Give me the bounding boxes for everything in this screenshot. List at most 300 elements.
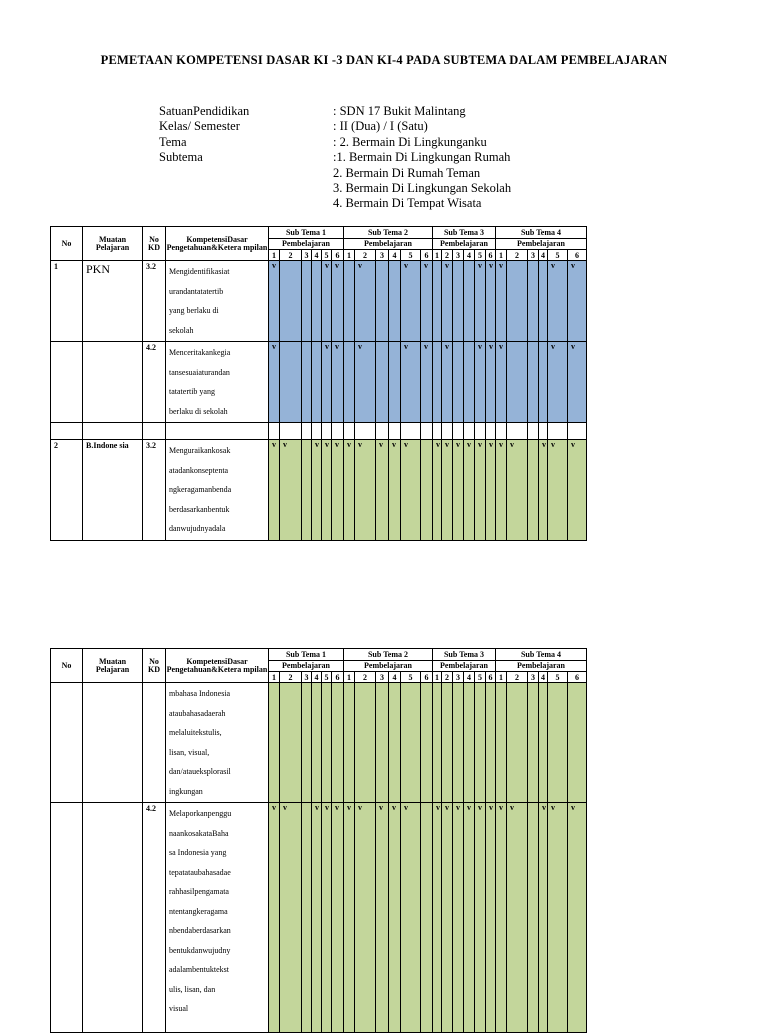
header-lesson-number: 3 [528, 250, 539, 261]
row-no: 1 [51, 261, 83, 342]
lesson-cell [507, 683, 528, 803]
header-pembelajaran: Pembelajaran [344, 661, 433, 672]
lesson-cell [475, 683, 486, 803]
header-lesson-number: 5 [401, 250, 421, 261]
header-lesson-number: 6 [568, 250, 587, 261]
lesson-cell [528, 803, 539, 1033]
info-value: : 2. Bermain Di Lingkunganku [333, 134, 487, 149]
header-lesson-number: 4 [312, 672, 322, 683]
spacer-cell [507, 423, 528, 440]
row-muatan [83, 803, 143, 1033]
lesson-cell [453, 261, 464, 342]
lesson-cell: v [355, 803, 376, 1033]
spacer-cell [376, 423, 389, 440]
lesson-cell: v [507, 803, 528, 1033]
lesson-cell: v [486, 440, 496, 541]
lesson-cell: v [442, 440, 453, 541]
header-lesson-number: 5 [548, 672, 568, 683]
lesson-cell [269, 683, 280, 803]
lesson-cell [539, 342, 548, 423]
lesson-cell: v [355, 342, 376, 423]
spacer-cell [143, 423, 166, 440]
lesson-cell [280, 683, 302, 803]
info-label [159, 181, 333, 196]
header-lesson-number: 6 [486, 250, 496, 261]
kd-line: danwujudnyadala [169, 524, 226, 533]
header-lesson-number: 5 [475, 250, 486, 261]
spacer-cell [421, 423, 433, 440]
lesson-cell [355, 683, 376, 803]
page-title: PEMETAAN KOMPETENSI DASAR KI -3 DAN KI-4 PADA SUBTEMA DALAM PEMBELAJARAN [100, 53, 668, 67]
kd-line: sekolah [169, 325, 194, 335]
spacer-cell [496, 423, 507, 440]
kd-line: dan/ataueksplorasil [169, 767, 231, 776]
header-lesson-number: 5 [401, 672, 421, 683]
kd-line: urandantatatertib [169, 286, 224, 296]
spacer-cell [344, 423, 355, 440]
table-row [51, 440, 587, 541]
info-value: 4. Bermain Di Tempat Wisata [333, 196, 482, 211]
kd-line: tansesuaiaturandan [169, 367, 230, 377]
lesson-cell [528, 440, 539, 541]
kd-line: naankosakataBaha [169, 828, 229, 838]
lesson-cell [376, 683, 389, 803]
kd-line: ntentangkeragama [169, 906, 228, 916]
header-lesson-number: 5 [322, 672, 332, 683]
header-lesson-number: 1 [344, 250, 355, 261]
header-pembelajaran: Pembelajaran [344, 239, 433, 250]
row-no [51, 803, 83, 1033]
info-row [159, 181, 511, 196]
lesson-cell: v [332, 261, 344, 342]
header-lesson-number: 1 [433, 250, 442, 261]
header-lesson-number: 4 [464, 250, 475, 261]
lesson-cell: v [332, 440, 344, 541]
spacer-row [51, 423, 587, 440]
kd-line: rahhasilpengamata [169, 887, 229, 896]
lesson-cell [464, 342, 475, 423]
lesson-cell: v [355, 261, 376, 342]
lesson-cell: v [568, 342, 587, 423]
lesson-cell: v [453, 440, 464, 541]
kd-line: nbendaberdasarkan [169, 926, 231, 935]
spacer-cell [280, 423, 302, 440]
info-row [159, 166, 511, 181]
header-lesson-number: 6 [568, 672, 587, 683]
header-lesson-number: 2 [442, 672, 453, 683]
header-lesson-number: 4 [312, 250, 322, 261]
lesson-cell [421, 803, 433, 1033]
lesson-cell: v [453, 803, 464, 1033]
lesson-cell: v [548, 803, 568, 1033]
lesson-cell: v [475, 342, 486, 423]
lesson-cell: v [442, 261, 453, 342]
lesson-cell [539, 261, 548, 342]
header-lesson-number: 2 [355, 672, 376, 683]
header-lesson-number: 3 [302, 672, 312, 683]
row-kd-description [166, 803, 269, 1033]
spacer-cell [355, 423, 376, 440]
lesson-cell: v [332, 803, 344, 1033]
lesson-cell: v [269, 440, 280, 541]
header-lesson-number: 1 [269, 250, 280, 261]
kd-line: mbahasa Indonesia [169, 689, 231, 698]
header-pembelajaran: Pembelajaran [269, 661, 344, 672]
lesson-cell [280, 261, 302, 342]
lesson-cell [453, 683, 464, 803]
school-info [159, 104, 511, 212]
lesson-cell [568, 683, 587, 803]
table-row [51, 683, 587, 803]
spacer-cell [528, 423, 539, 440]
header-muatan: Muatan Pelajaran [83, 227, 143, 261]
spacer-cell [83, 423, 143, 440]
spacer-cell [486, 423, 496, 440]
info-label: Kelas/ Semester [159, 119, 240, 134]
header-lesson-number: 2 [507, 672, 528, 683]
info-value: 2. Bermain Di Rumah Teman [333, 165, 481, 180]
header-subtema: Sub Tema 4 [496, 227, 587, 239]
row-kd-number: 4.2 [143, 342, 166, 423]
info-row [159, 119, 511, 134]
lesson-cell [302, 440, 312, 541]
spacer-cell [475, 423, 486, 440]
lesson-cell [302, 342, 312, 423]
lesson-cell: v [401, 440, 421, 541]
lesson-cell: v [332, 342, 344, 423]
header-lesson-number: 5 [475, 672, 486, 683]
header-no-kd: No KD [143, 649, 166, 683]
kd-line: Menceritakankegia [169, 348, 231, 357]
lesson-cell [433, 261, 442, 342]
lesson-cell [442, 683, 453, 803]
lesson-cell [280, 342, 302, 423]
spacer-cell [302, 423, 312, 440]
lesson-cell: v [568, 440, 587, 541]
lesson-cell: v [496, 440, 507, 541]
lesson-cell [421, 440, 433, 541]
lesson-cell [486, 683, 496, 803]
header-muatan: Muatan Pelajaran [83, 649, 143, 683]
kd-line: visual [169, 1004, 189, 1013]
lesson-cell: v [568, 803, 587, 1033]
info-row [159, 196, 511, 211]
header-lesson-number: 4 [389, 250, 401, 261]
header-lesson-number: 3 [376, 672, 389, 683]
header-lesson-number: 3 [302, 250, 312, 261]
header-pembelajaran: Pembelajaran [433, 661, 496, 672]
lesson-cell: v [269, 342, 280, 423]
row-muatan [83, 683, 143, 803]
kd-line: ulis, lisan, dan [169, 984, 216, 994]
header-lesson-number: 4 [539, 250, 548, 261]
row-kd-description [166, 261, 269, 342]
lesson-cell [421, 683, 433, 803]
header-subtema: Sub Tema 2 [344, 227, 433, 239]
header-lesson-number: 6 [332, 672, 344, 683]
lesson-cell: v [322, 440, 332, 541]
lesson-cell: v [421, 342, 433, 423]
kd-line: sa Indonesia yang [169, 848, 227, 857]
header-lesson-number: 4 [389, 672, 401, 683]
lesson-cell [389, 342, 401, 423]
row-kd-number: 3.2 [143, 261, 166, 342]
lesson-cell: v [312, 803, 322, 1033]
competency-table-2 [50, 648, 587, 1033]
header-subtema: Sub Tema 3 [433, 227, 496, 239]
info-value: : SDN 17 Bukit Malintang [333, 104, 466, 118]
kd-line: tepatataubahasadae [169, 867, 231, 877]
header-pembelajaran: Pembelajaran [433, 239, 496, 250]
header-pembelajaran: Pembelajaran [496, 239, 587, 250]
lesson-cell [453, 342, 464, 423]
lesson-cell: v [496, 803, 507, 1033]
row-muatan [83, 342, 143, 423]
header-kompetensi-dasar: KompetensiDasar Pengetahuan&Ketera mpilan [166, 649, 269, 683]
lesson-cell: v [464, 440, 475, 541]
header-lesson-number: 6 [421, 672, 433, 683]
lesson-cell: v [442, 342, 453, 423]
info-value: :1. Bermain Di Lingkungan Rumah [333, 150, 511, 165]
kd-line: yang berlaku di [169, 306, 219, 315]
header-lesson-number: 4 [464, 672, 475, 683]
kd-line: adalambentuktekst [169, 965, 229, 974]
row-kd-description [166, 683, 269, 803]
header-lesson-number: 6 [486, 672, 496, 683]
lesson-cell: v [280, 803, 302, 1033]
header-lesson-number: 2 [280, 250, 302, 261]
lesson-cell [496, 683, 507, 803]
spacer-cell [548, 423, 568, 440]
lesson-cell: v [344, 803, 355, 1033]
lesson-cell [376, 261, 389, 342]
lesson-cell [507, 342, 528, 423]
lesson-cell: v [322, 261, 332, 342]
kd-line: melaluitekstulis, [169, 728, 222, 737]
info-value: 3. Bermain Di Lingkungan Sekolah [333, 181, 512, 196]
row-no: 2 [51, 440, 83, 541]
kd-line: Mengidentifikasiat [169, 267, 230, 276]
header-pembelajaran: Pembelajaran [269, 239, 344, 250]
header-lesson-number: 1 [496, 250, 507, 261]
kd-line: Melaporkanpenggu [169, 809, 232, 818]
row-muatan: PKN [83, 261, 143, 342]
lesson-cell [539, 683, 548, 803]
lesson-cell [464, 261, 475, 342]
lesson-cell: v [269, 261, 280, 342]
spacer-cell [401, 423, 421, 440]
spacer-cell [332, 423, 344, 440]
kd-line: berlaku di sekolah [169, 406, 228, 416]
lesson-cell [389, 261, 401, 342]
info-label: Tema [159, 134, 187, 149]
lesson-cell: v [496, 342, 507, 423]
table-row [51, 342, 587, 423]
lesson-cell: v [475, 440, 486, 541]
lesson-cell: v [496, 261, 507, 342]
lesson-cell [389, 683, 401, 803]
spacer-cell [539, 423, 548, 440]
lesson-cell: v [401, 261, 421, 342]
header-lesson-number: 1 [433, 672, 442, 683]
kd-line: tatatertib yang [169, 387, 215, 396]
competency-table-1 [50, 226, 587, 541]
lesson-cell: v [548, 440, 568, 541]
header-lesson-number: 1 [496, 672, 507, 683]
header-subtema: Sub Tema 2 [344, 649, 433, 661]
lesson-cell [344, 261, 355, 342]
header-lesson-number: 2 [507, 250, 528, 261]
spacer-cell [312, 423, 322, 440]
header-no-kd: No KD [143, 227, 166, 261]
lesson-cell: v [376, 803, 389, 1033]
row-no [51, 342, 83, 423]
kd-line: bentukdanwujudny [169, 945, 231, 955]
lesson-cell: v [486, 342, 496, 423]
header-lesson-number: 6 [421, 250, 433, 261]
lesson-cell: v [442, 803, 453, 1033]
lesson-cell: v [312, 440, 322, 541]
table-row [51, 803, 587, 1033]
lesson-cell: v [401, 342, 421, 423]
info-row [159, 104, 511, 119]
spacer-cell [389, 423, 401, 440]
lesson-cell [507, 261, 528, 342]
lesson-cell: v [280, 440, 302, 541]
lesson-cell [528, 342, 539, 423]
kd-line: ingkungan [169, 786, 203, 796]
lesson-cell: v [389, 440, 401, 541]
spacer-cell [322, 423, 332, 440]
lesson-cell: v [548, 261, 568, 342]
info-row [159, 150, 511, 165]
lesson-cell [528, 683, 539, 803]
lesson-cell [433, 683, 442, 803]
table-row [51, 261, 587, 342]
spacer-cell [51, 423, 83, 440]
info-label: Subtema [159, 150, 203, 165]
lesson-cell: v [344, 440, 355, 541]
lesson-cell: v [548, 342, 568, 423]
header-subtema: Sub Tema 1 [269, 227, 344, 239]
spacer-cell [442, 423, 453, 440]
header-lesson-number: 1 [344, 672, 355, 683]
row-kd-description [166, 342, 269, 423]
spacer-cell [269, 423, 280, 440]
lesson-cell [312, 683, 322, 803]
lesson-cell: v [464, 803, 475, 1033]
header-lesson-number: 3 [528, 672, 539, 683]
lesson-cell: v [539, 803, 548, 1033]
info-label [159, 196, 333, 211]
kd-line: berdasarkanbentuk [169, 504, 230, 514]
info-label [159, 166, 333, 181]
lesson-cell: v [376, 440, 389, 541]
lesson-cell: v [421, 261, 433, 342]
lesson-cell [332, 683, 344, 803]
row-kd-description [166, 440, 269, 541]
header-lesson-number: 2 [442, 250, 453, 261]
kd-line: lisan, visual, [169, 747, 210, 757]
lesson-cell [302, 261, 312, 342]
row-muatan: B.Indone sia [83, 440, 143, 541]
lesson-cell [344, 342, 355, 423]
header-lesson-number: 3 [453, 672, 464, 683]
row-kd-number: 4.2 [143, 803, 166, 1033]
lesson-cell: v [486, 261, 496, 342]
lesson-cell [433, 342, 442, 423]
lesson-cell: v [507, 440, 528, 541]
row-no [51, 683, 83, 803]
lesson-cell [344, 683, 355, 803]
lesson-cell: v [433, 440, 442, 541]
spacer-cell [166, 423, 269, 440]
kd-line: ngkeragamanbenda [169, 485, 232, 494]
row-kd-number: 3.2 [143, 440, 166, 541]
lesson-cell [312, 342, 322, 423]
info-label: SatuanPendidikan [159, 104, 250, 118]
lesson-cell: v [322, 803, 332, 1033]
lesson-cell [312, 261, 322, 342]
lesson-cell [548, 683, 568, 803]
header-lesson-number: 6 [332, 250, 344, 261]
lesson-cell [322, 683, 332, 803]
lesson-cell: v [355, 440, 376, 541]
header-subtema: Sub Tema 4 [496, 649, 587, 661]
lesson-cell [528, 261, 539, 342]
lesson-cell: v [389, 803, 401, 1033]
lesson-cell: v [322, 342, 332, 423]
header-lesson-number: 3 [376, 250, 389, 261]
lesson-cell: v [433, 803, 442, 1033]
lesson-cell: v [475, 803, 486, 1033]
header-lesson-number: 5 [548, 250, 568, 261]
lesson-cell [376, 342, 389, 423]
header-no: No [51, 649, 83, 683]
header-lesson-number: 2 [280, 672, 302, 683]
lesson-cell: v [401, 803, 421, 1033]
header-lesson-number: 2 [355, 250, 376, 261]
spacer-cell [433, 423, 442, 440]
spacer-cell [453, 423, 464, 440]
lesson-cell [464, 683, 475, 803]
spacer-cell [568, 423, 587, 440]
header-subtema: Sub Tema 1 [269, 649, 344, 661]
row-kd-number [143, 683, 166, 803]
header-lesson-number: 5 [322, 250, 332, 261]
header-pembelajaran: Pembelajaran [496, 661, 587, 672]
header-lesson-number: 4 [539, 672, 548, 683]
lesson-cell: v [486, 803, 496, 1033]
header-kompetensi-dasar: KompetensiDasar Pengetahuan&Ketera mpilan [166, 227, 269, 261]
header-lesson-number: 1 [269, 672, 280, 683]
kd-line: Menguraikankosak [169, 446, 231, 455]
lesson-cell [401, 683, 421, 803]
lesson-cell: v [475, 261, 486, 342]
lesson-cell [302, 803, 312, 1033]
lesson-cell: v [568, 261, 587, 342]
lesson-cell: v [539, 440, 548, 541]
header-no: No [51, 227, 83, 261]
info-value: : II (Dua) / I (Satu) [333, 119, 428, 134]
header-subtema: Sub Tema 3 [433, 649, 496, 661]
spacer-cell [464, 423, 475, 440]
kd-line: atadankonseptenta [169, 465, 229, 475]
lesson-cell: v [269, 803, 280, 1033]
kd-line: ataubahasadaerah [169, 708, 226, 718]
lesson-cell [302, 683, 312, 803]
info-row [159, 135, 511, 150]
